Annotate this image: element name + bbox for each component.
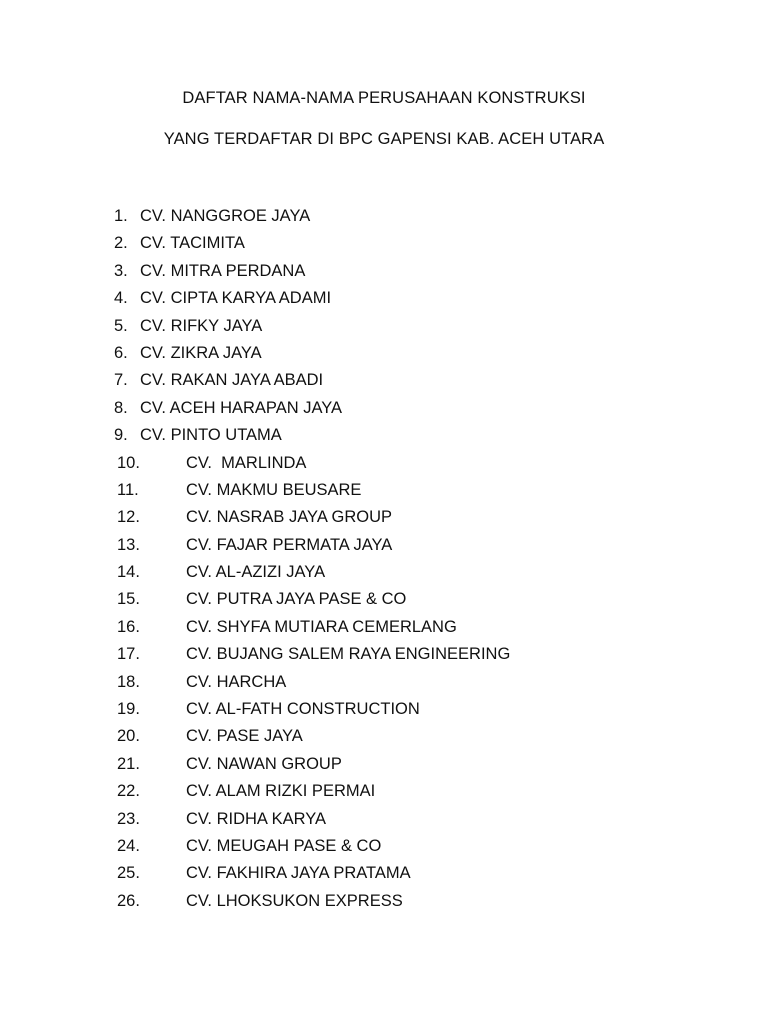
item-number: 3. bbox=[114, 261, 128, 280]
list-item bbox=[0, 563, 768, 590]
list-item bbox=[0, 645, 768, 672]
company-name: CV. FAJAR PERMATA JAYA bbox=[186, 535, 393, 554]
item-number: 19. bbox=[117, 700, 140, 719]
company-name: CV. ZIKRA JAYA bbox=[140, 343, 262, 362]
item-number: 1. bbox=[114, 207, 128, 225]
item-number: 22. bbox=[117, 782, 140, 801]
item-number: 2. bbox=[114, 234, 128, 253]
item-number: 7. bbox=[114, 371, 128, 390]
company-name: CV. SHYFA MUTIARA CEMERLANG bbox=[186, 617, 457, 636]
list-item bbox=[0, 426, 768, 453]
company-name: CV. NANGGROE JAYA bbox=[140, 207, 311, 225]
company-name: CV. PINTO UTAMA bbox=[140, 426, 282, 445]
item-number: 20. bbox=[117, 727, 140, 746]
list-item bbox=[0, 727, 768, 754]
company-name: CV. ACEH HARAPAN JAYA bbox=[140, 398, 343, 417]
list-item bbox=[0, 399, 768, 426]
company-name: CV. RIFKY JAYA bbox=[140, 316, 263, 335]
item-number: 26. bbox=[117, 891, 140, 910]
item-number: 4. bbox=[114, 289, 128, 308]
company-name: CV. RIDHA KARYA bbox=[186, 809, 327, 828]
company-name: CV. HARCHA bbox=[186, 672, 287, 691]
list-item bbox=[0, 207, 768, 234]
item-number: 11. bbox=[117, 480, 139, 499]
item-number: 18. bbox=[117, 672, 140, 691]
company-name: CV. AL-FATH CONSTRUCTION bbox=[186, 700, 420, 719]
item-number: 17. bbox=[117, 645, 140, 664]
list-item bbox=[0, 590, 768, 617]
item-number: 14. bbox=[117, 563, 140, 582]
list-item bbox=[0, 508, 768, 535]
item-number: 21. bbox=[117, 754, 140, 773]
list-item bbox=[0, 864, 768, 891]
company-list bbox=[0, 207, 768, 919]
item-number: 10. bbox=[117, 453, 140, 472]
list-item bbox=[0, 344, 768, 371]
list-item bbox=[0, 262, 768, 289]
company-name: CV. LHOKSUKON EXPRESS bbox=[186, 891, 403, 910]
company-name: CV. PUTRA JAYA PASE & CO bbox=[186, 590, 407, 609]
company-name: CV. MEUGAH PASE & CO bbox=[186, 836, 382, 855]
company-name: CV. MITRA PERDANA bbox=[140, 261, 306, 280]
company-name: CV. AL-AZIZI JAYA bbox=[186, 563, 326, 582]
item-number: 5. bbox=[114, 316, 128, 335]
company-name: CV. TACIMITA bbox=[140, 234, 245, 253]
list-item bbox=[0, 454, 768, 481]
item-number: 8. bbox=[114, 398, 128, 417]
list-item bbox=[0, 755, 768, 782]
list-item bbox=[0, 317, 768, 344]
list-item bbox=[0, 481, 768, 508]
item-number: 6. bbox=[114, 343, 128, 362]
list-item bbox=[0, 700, 768, 727]
list-item bbox=[0, 618, 768, 645]
item-number: 13. bbox=[117, 535, 140, 554]
company-name: CV. NAWAN GROUP bbox=[186, 754, 342, 773]
list-item bbox=[0, 892, 768, 919]
company-name: CV. BUJANG SALEM RAYA ENGINEERING bbox=[186, 645, 511, 664]
item-number: 15. bbox=[117, 590, 140, 609]
company-name: CV. MAKMU BEUSARE bbox=[186, 480, 362, 499]
company-name: CV. ALAM RIZKI PERMAI bbox=[186, 782, 376, 801]
list-item bbox=[0, 234, 768, 261]
company-name: CV. CIPTA KARYA ADAMI bbox=[140, 289, 332, 308]
company-name: CV. NASRAB JAYA GROUP bbox=[186, 508, 393, 527]
item-number: 24. bbox=[117, 836, 140, 855]
item-number: 9. bbox=[114, 426, 128, 445]
item-number: 23. bbox=[117, 809, 140, 828]
list-item bbox=[0, 782, 768, 809]
company-name: CV. FAKHIRA JAYA PRATAMA bbox=[186, 864, 411, 883]
list-item bbox=[0, 289, 768, 316]
company-name: CV. RAKAN JAYA ABADI bbox=[140, 371, 324, 390]
list-item bbox=[0, 371, 768, 398]
list-item bbox=[0, 673, 768, 700]
document-title-line-2: YANG TERDAFTAR DI BPC GAPENSI KAB. ACEH UTARA bbox=[163, 130, 605, 148]
list-item bbox=[0, 837, 768, 864]
company-name: CV. PASE JAYA bbox=[186, 727, 303, 746]
item-number: 12. bbox=[117, 508, 140, 527]
list-item bbox=[0, 536, 768, 563]
item-number: 16. bbox=[117, 617, 140, 636]
company-name: CV. MARLINDA bbox=[186, 453, 307, 472]
document-title-line-1: DAFTAR NAMA-NAMA PERUSAHAAN KONSTRUKSI bbox=[182, 89, 586, 107]
list-item bbox=[0, 810, 768, 837]
item-number: 25. bbox=[117, 864, 140, 883]
